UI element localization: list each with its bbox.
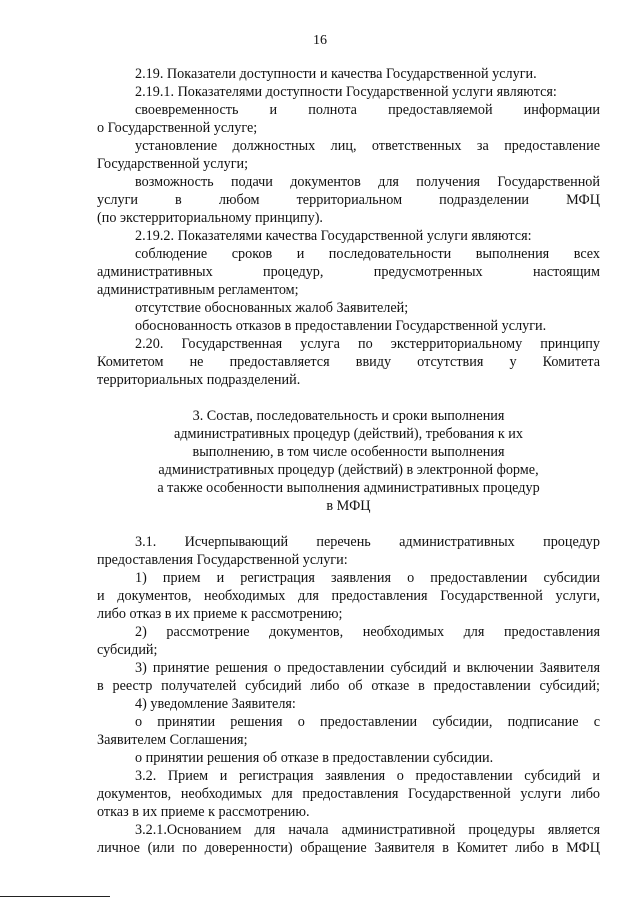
paragraph-line: Заявителем Соглашения; [97,732,248,748]
paragraph-line: отказ в их приеме к рассмотрению. [97,804,310,820]
paragraph-line: 3) принятие решения о предоставлении субсидий и включении Заявителя [135,660,600,676]
paragraph-line: административным регламентом; [97,282,299,298]
paragraph-line: 2.20. Государственная услуга по экстерриториальному принципу [135,336,600,352]
paragraph-line: (по экстерриториальному принципу). [97,210,323,226]
paragraph-line: либо отказ в их приеме к рассмотрению; [97,606,343,622]
paragraph-line: 2.19.1. Показателями доступности Государственной услуги являются: [135,84,557,100]
paragraph-line: Комитетом не предоставляется ввиду отсутствия у Комитета [97,354,600,370]
paragraph-line: 2.19.2. Показателями качества Государственной услуги являются: [135,228,532,244]
paragraph-line: территориальных подразделений. [97,372,301,388]
section-heading-line: административных процедур (действий) в электронной форме, [158,462,539,478]
paragraph-line: соблюдение сроков и последовательности выполнения всех [135,246,600,262]
section-heading-line: 3. Состав, последовательность и сроки выполнения [192,408,505,424]
paragraph-line: о Государственной услуге; [97,120,258,136]
paragraph-line: отсутствие обоснованных жалоб Заявителей; [135,300,409,316]
paragraph-line: 2.19. Показатели доступности и качества Государственной услуги. [135,66,537,82]
paragraph-line: 3.2. Прием и регистрация заявления о предоставлении субсидий и [135,768,600,784]
paragraph-line: в реестр получателей субсидий либо об отказе в предоставлении субсидий; [97,678,600,694]
paragraph-line: возможность подачи документов для получения Государственной [135,174,600,190]
paragraph-line: 3.1. Исчерпывающий перечень административных процедур [135,534,600,550]
page-number: 16 [313,33,327,48]
paragraph-line: Государственной услуги; [97,156,249,172]
section-heading-line: административных процедур (действий), требования к их [174,426,523,442]
section-heading-line: выполнению, в том числе особенности выполнения [192,444,505,460]
paragraph-line: личное (или по доверенности) обращение Заявителя в Комитет либо в МФЦ [97,840,600,856]
section-heading-line: а также особенности выполнения административных процедур [157,480,540,496]
paragraph-line: и документов, необходимых для предоставления Государственной услуги, [97,588,600,604]
paragraph-line: о принятии решения о предоставлении субсидии, подписание с [135,714,600,730]
paragraph-line: документов, необходимых для предоставления Государственной услуги либо [97,786,600,802]
paragraph-line: субсидий; [97,642,158,658]
paragraph-line: установление должностных лиц, ответственных за предоставление [135,138,600,154]
paragraph-line: предоставления Государственной услуги: [97,552,348,568]
paragraph-line: о принятии решения об отказе в предоставлении субсидии. [135,750,494,766]
paragraph-line: административных процедур, предусмотренных настоящим [97,264,600,280]
paragraph-line: 2) рассмотрение документов, необходимых для предоставления [135,624,600,640]
paragraph-line: услуги в любом территориальном подразделении МФЦ [97,192,600,208]
paragraph-line: обоснованность отказов в предоставлении Государственной услуги. [135,318,547,334]
paragraph-line: 3.2.1.Основанием для начала административной процедуры является [135,822,600,838]
footnote-separator [0,896,110,897]
paragraph-line: 4) уведомление Заявителя: [135,696,296,712]
paragraph-line: 1) прием и регистрация заявления о предоставлении субсидии [135,570,600,586]
section-heading-line: в МФЦ [326,498,371,514]
paragraph-line: своевременность и полнота предоставляемой информации [135,102,600,118]
